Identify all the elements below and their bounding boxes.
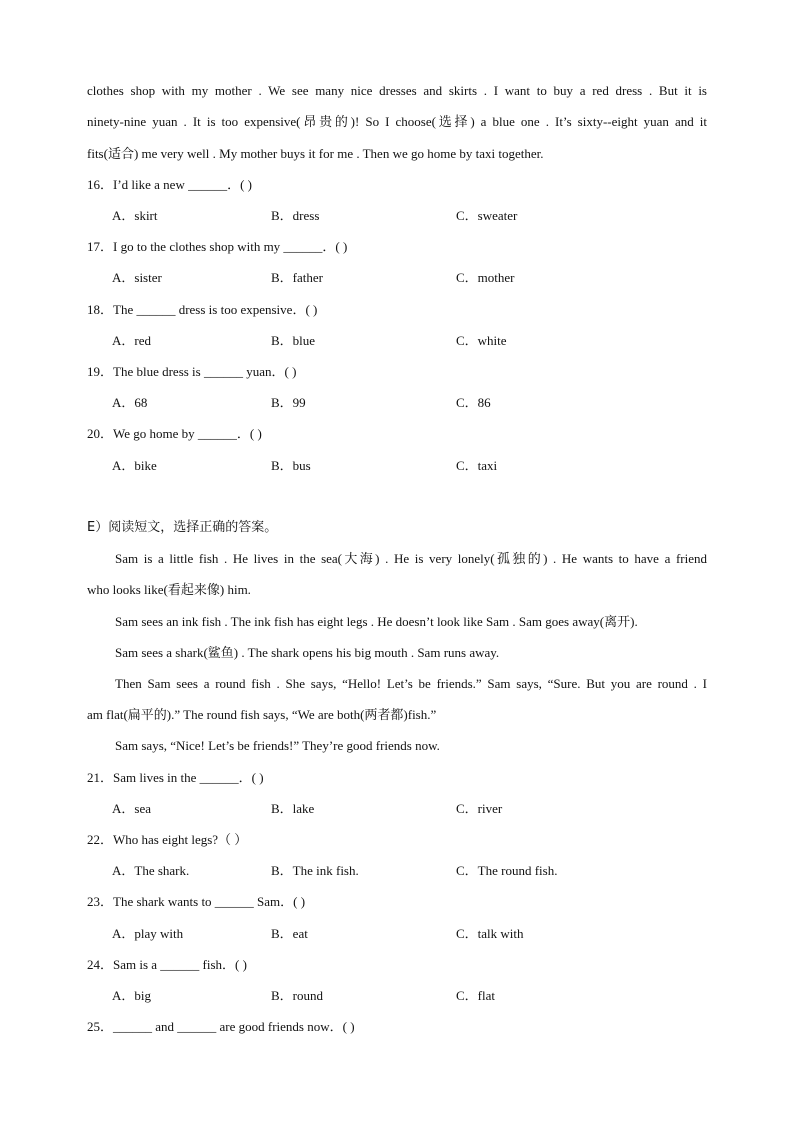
passage-line: clothes shop with my mother . We see many nice dresses and skirts . I want to buy a red dress . But it is <box>87 83 707 98</box>
question-17: 17．I go to the clothes shop with my ______．( ) <box>87 239 348 254</box>
option-b[interactable]: B．blue <box>271 333 316 348</box>
option-a[interactable]: A．big <box>112 988 152 1003</box>
option-c[interactable]: C．white <box>456 333 507 348</box>
option-b[interactable]: B．99 <box>271 395 306 410</box>
option-c[interactable]: C．flat <box>456 988 495 1003</box>
option-b[interactable]: B．father <box>271 270 323 285</box>
passage-line: who looks like(看起来像) him. <box>87 582 251 597</box>
option-b[interactable]: B．lake <box>271 801 315 816</box>
option-c[interactable]: C．talk with <box>456 926 524 941</box>
passage-line: Sam says, “Nice! Let’s be friends!” They’re good friends now. <box>115 738 440 753</box>
option-a[interactable]: A．sea <box>112 801 151 816</box>
passage-line: Then Sam sees a round fish . She says, “Hello! Let’s be friends.” Sam says, “Sure. But you are round . I <box>115 676 707 691</box>
option-a[interactable]: A．sister <box>112 270 162 285</box>
option-b[interactable]: B．round <box>271 988 324 1003</box>
question-24: 24．Sam is a ______ fish．( ) <box>87 957 247 972</box>
option-a[interactable]: A．The shark. <box>112 863 190 878</box>
passage-line: Sam sees a shark(鲨鱼) . The shark opens his big mouth . Sam runs away. <box>115 645 500 660</box>
option-b[interactable]: B．bus <box>271 458 311 473</box>
question-19: 19．The blue dress is ______ yuan．( ) <box>87 364 297 379</box>
option-a[interactable]: A．play with <box>112 926 184 941</box>
question-23: 23．The shark wants to ______ Sam．( ) <box>87 894 306 909</box>
question-20: 20．We go home by ______．( ) <box>87 426 262 441</box>
passage-line: Sam sees an ink fish . The ink fish has eight legs . He doesn’t look like Sam . Sam goes away(离开). <box>115 614 638 629</box>
option-c[interactable]: C．river <box>456 801 503 816</box>
option-b[interactable]: B．The ink fish. <box>271 863 359 878</box>
passage-line: Sam is a little fish . He lives in the sea(大海) . He is very lonely(孤独的) . He wants to have a friend <box>115 551 707 566</box>
option-b[interactable]: B．eat <box>271 926 308 941</box>
option-c[interactable]: C．sweater <box>456 208 518 223</box>
option-a[interactable]: A．skirt <box>112 208 158 223</box>
option-c[interactable]: C．mother <box>456 270 515 285</box>
passage-line: ninety-nine yuan . It is too expensive(昂贵的)! So I choose(选择) a blue one . It’s sixty--eight yuan and it <box>87 114 707 129</box>
option-a[interactable]: A．red <box>112 333 151 348</box>
passage-line: am flat(扁平的).” The round fish says, “We are both(两者都)fish.” <box>87 707 437 722</box>
question-18: 18．The ______ dress is too expensive．( ) <box>87 302 318 317</box>
option-c[interactable]: C．The round fish. <box>456 863 558 878</box>
option-a[interactable]: A．68 <box>112 395 148 410</box>
option-b[interactable]: B．dress <box>271 208 320 223</box>
option-c[interactable]: C．taxi <box>456 458 498 473</box>
question-21: 21．Sam lives in the ______．( ) <box>87 770 264 785</box>
question-16: 16．I’d like a new ______．( ) <box>87 177 252 192</box>
option-c[interactable]: C．86 <box>456 395 491 410</box>
question-22: 22．Who has eight legs?（ ） <box>87 832 248 847</box>
option-a[interactable]: A．bike <box>112 458 157 473</box>
question-25: 25．______ and ______ are good friends now．( ) <box>87 1019 355 1034</box>
passage-line: fits(适合) me very well . My mother buys it for me . Then we go home by taxi together. <box>87 146 544 161</box>
section-e-heading: E）阅读短文，选择正确的答案。 <box>87 520 278 535</box>
